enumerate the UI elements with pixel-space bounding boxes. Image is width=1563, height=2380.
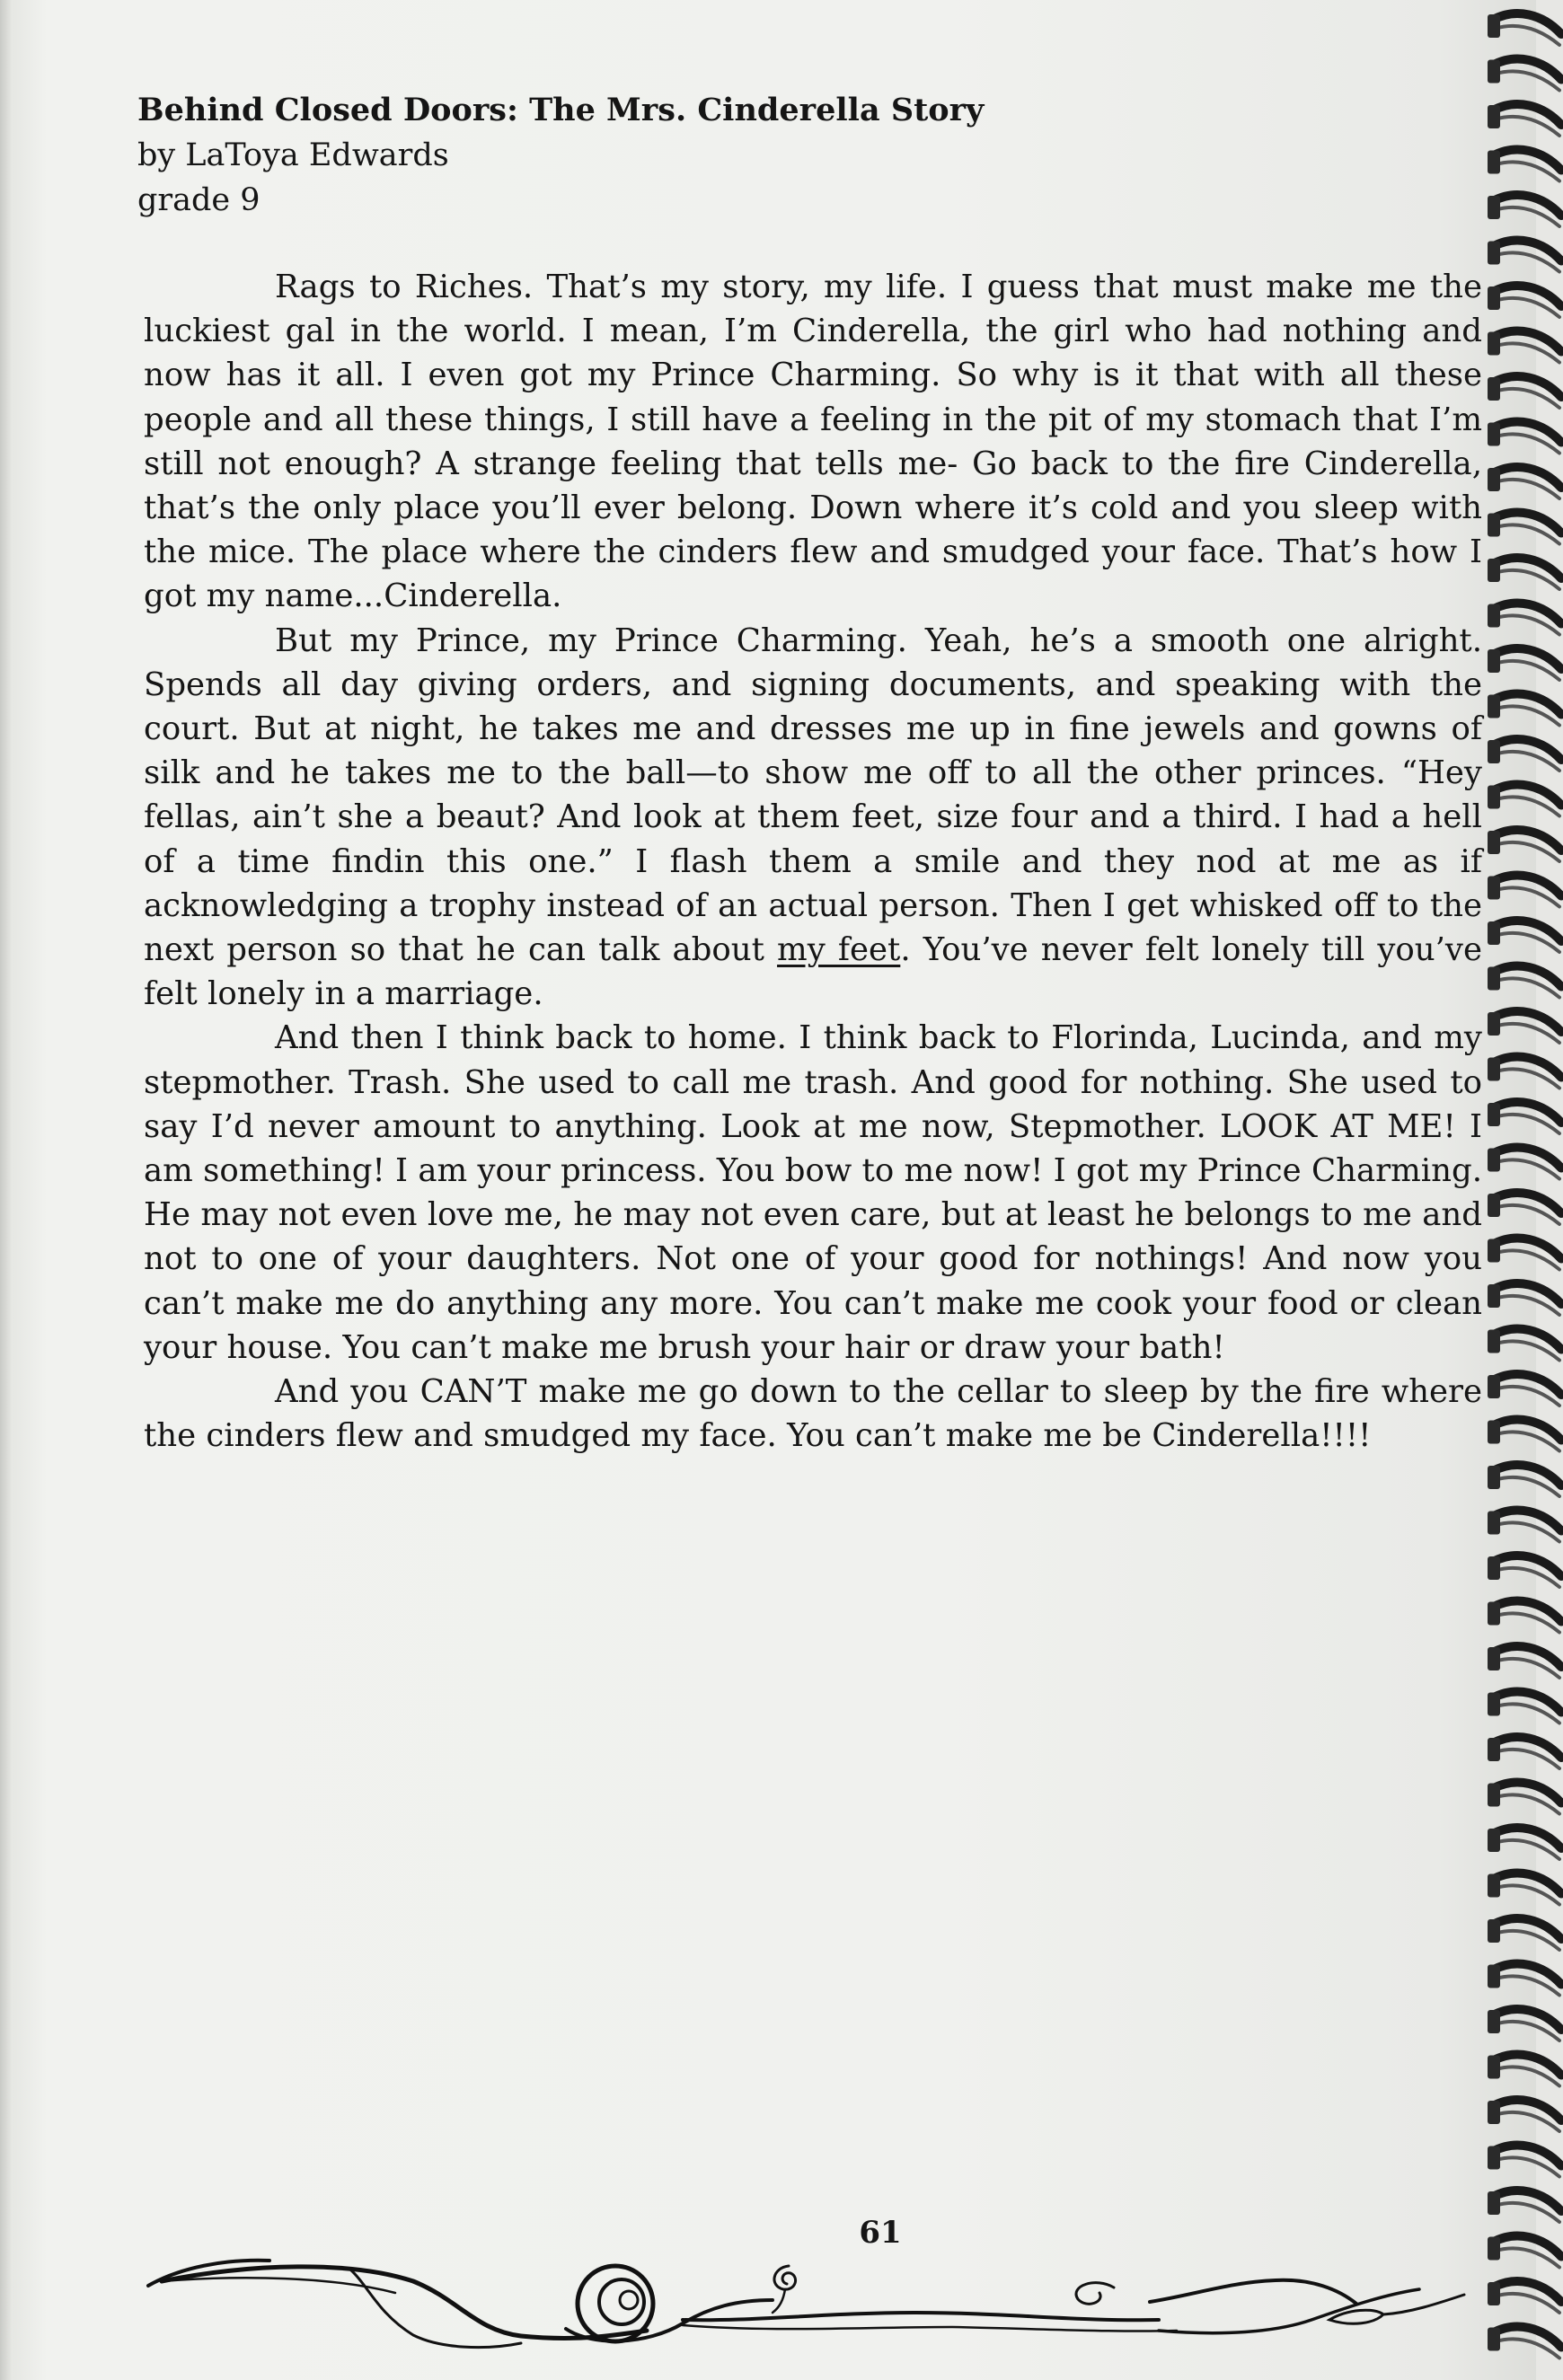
binding-hole-icon [1488,2282,1500,2305]
paragraph-1: Rags to Riches. That’s my story, my life. I guess that must make me the luckiest gal in the world. I mean, I’m Cinderella, the girl who had nothing and now has it all. I even got my Prince Charming. So why is it that with all these people and all these things, I still have a feeling in the pit of my stomach that I’m still not enough? A strange feeling that tells me- Go back to the fire Cinderella, that’s the only place you’ll ever belong. Down where it’s cold and you sleep with the mice. The place where the cinders flew and smudged your face. That’s how I got my name...Cinderella. [144,269,1482,615]
binding-hole-icon [1488,1647,1500,1670]
binding-hole-icon [1488,1738,1500,1761]
binding-hole-icon [1488,604,1500,628]
binding-hole-icon [1488,877,1500,900]
binding-hole-icon [1488,1239,1500,1263]
story-body [144,265,1482,1458]
binding-hole-icon [1488,695,1500,718]
binding-hole-icon [1488,1602,1500,1626]
underlined-phrase: my feet [777,931,901,969]
binding-hole-icon [1488,786,1500,809]
binding-hole-icon [1488,151,1500,174]
paragraph-3: And then I think back to home. I think back to Florinda, Lucinda, and my stepmother. Trash. She used to call me trash. And good for nothing. She used to say I’d never amount to anything. Look at me now, Stepmother. LOOK AT ME! I am something! I am your princess. You bow to me now! I got my Prince Charming. He may not even love me, he may not even care, but at least he belongs to me and not to one of your daughters. Not one of your good for nothings! And now you can’t make me do anything any more. You can’t make me cook your food or clean your house. You can’t make me brush your hair or draw your bath! [144,1019,1482,1366]
binding-hole-icon [1488,831,1500,854]
binding-hole-icon [1488,1284,1500,1308]
binding-hole-icon [1488,2056,1500,2079]
page-number: 61 [859,2215,902,2251]
swirl-flourish-ornament-icon [144,2250,1491,2358]
binding-hole-icon [1488,1466,1500,1489]
binding-hole-icon [1488,377,1500,401]
story-grade: grade 9 [137,182,260,218]
binding-hole-icon [1488,2010,1500,2033]
binding-hole-icon [1488,1512,1500,1535]
binding-hole-icon [1488,1784,1500,1807]
binding-hole-icon [1488,332,1500,356]
binding-hole-icon [1488,514,1500,537]
binding-hole-icon [1488,2191,1500,2215]
binding-hole-icon [1488,1919,1500,1943]
binding-hole-icon [1488,1693,1500,1716]
binding-hole-icon [1488,649,1500,673]
binding-hole-icon [1488,1194,1500,1217]
binding-hole-icon [1488,1556,1500,1580]
binding-hole-icon [1488,2146,1500,2170]
binding-hole-icon [1488,105,1500,128]
binding-hole-icon [1488,1965,1500,1988]
binding-hole-icon [1488,1103,1500,1126]
binding-hole-icon [1488,2328,1500,2351]
binding-hole-icon [1488,1330,1500,1353]
paragraph-4: And you CAN’T make me go down to the cellar to sleep by the fire where the cinders flew and smudged my face. You can’t make me be Cinderella!!!! [144,1373,1482,1455]
binding-hole-icon [1488,14,1500,38]
binding-hole-icon [1488,740,1500,763]
paragraph-2-text-after: . You’ve never felt lonely till you’ve felt lonely in a marriage. [144,931,1482,1013]
binding-hole-icon [1488,1012,1500,1036]
binding-hole-icon [1488,921,1500,945]
binding-hole-icon [1488,2237,1500,2261]
binding-hole-icon [1488,1058,1500,1081]
binding-hole-icon [1488,423,1500,446]
binding-hole-icon [1488,60,1500,84]
binding-hole-icon [1488,1375,1500,1398]
paragraph-2-text-before: But my Prince, my Prince Charming. Yeah, he’s a smooth one alright. Spends all day giving orders, and signing documents, and speaking with the court. But at night, he takes me and dresses me up in fine jewels and gowns of silk and he takes me to the ball—to show me off to all the other princes. “Hey fellas, ain’t she a beaut? And look at them feet, size four and a third. I had a hell of a time findin this one.” I flash them a smile and they nod at me as if acknowledging a trophy instead of an actual person. Then I get whisked off to the next person so that he can talk about [144,621,1482,969]
binding-hole-icon [1488,559,1500,582]
binding-hole-icon [1488,2101,1500,2124]
binding-hole-icon [1488,468,1500,491]
binding-hole-icon [1488,967,1500,991]
story-byline: by LaToya Edwards [137,137,449,173]
binding-hole-icon [1488,196,1500,219]
binding-hole-icon [1488,1149,1500,1172]
paragraph-2 [144,619,1482,1017]
story-title: Behind Closed Doors: The Mrs. Cinderella Story [137,92,985,128]
story-header [137,88,984,223]
binding-hole-icon [1488,1829,1500,1852]
binding-hole-icon [1488,286,1500,310]
spiral-binding-icon [1480,0,1563,2380]
binding-hole-icon [1488,1874,1500,1898]
binding-hole-icon [1488,242,1500,265]
binding-hole-icon [1488,1421,1500,1444]
page-edge-shadow [0,0,13,2380]
